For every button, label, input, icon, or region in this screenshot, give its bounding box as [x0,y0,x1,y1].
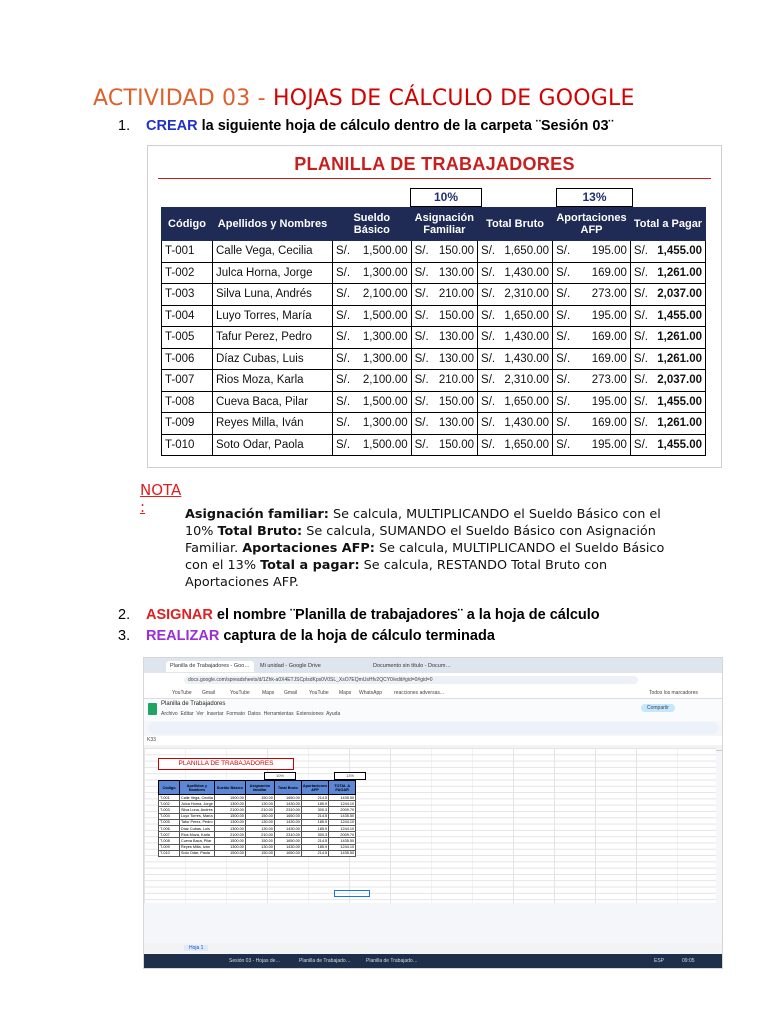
cell-currency: S/. [411,391,432,413]
table-row [162,391,706,413]
sheet-cell: 150.00 [245,813,274,819]
sheets-header [144,699,722,721]
sheet-cell: 1300.00 [214,844,245,850]
title-topic: HOJAS DE CÁLCULO DE GOOGLE [272,86,635,111]
sheet-cell: 1244.10 [329,844,356,850]
sheet-cell: 1244.10 [329,825,356,831]
cell-currency: S/. [553,348,574,370]
taskbar-lang: ESP [654,958,665,964]
table-row [162,262,706,284]
cell-nombre: Calle Vega, Cecilia [213,241,333,263]
doc-name: Planilla de Trabajadores [161,701,226,707]
sheet-cell: Cueva Baca, Pilar [180,838,215,844]
cell-sueldo: 1,300.00 [353,327,411,349]
cell-total-pagar: 2,037.00 [651,370,706,392]
sheet-cell: Luyo Torres, María [181,814,213,819]
bookmarks-bar [144,687,722,699]
table-row [162,327,706,349]
cell-asignacion: 210.00 [432,284,478,306]
cell-currency: S/. [478,370,499,392]
sheet-cell: 1435.50 [329,850,356,856]
sheet-cell: 214.5 [301,813,328,819]
browser-address-bar [144,673,722,687]
cell-asignacion: 150.00 [432,241,478,263]
instruction-number: 1. [118,118,131,134]
percent-asignacion: 10% [410,188,482,207]
sheets-toolbar [148,722,718,734]
sheet-cell: Soto Odar, Paola [180,850,215,856]
cell-currency: S/. [411,262,432,284]
cell-nombre: Díaz Cubas, Luis [213,348,333,370]
cell-codigo: T-004 [162,305,213,327]
cell-codigo: T-002 [162,262,213,284]
percent-afp: 13% [556,188,633,207]
sheet-cell: 214.5 [301,850,328,856]
sheet-cell: 150.00 [245,838,274,844]
cell-currency: S/. [333,262,354,284]
cell-currency: S/. [630,327,651,349]
sheets-logo-icon [148,703,157,715]
table-header-row [162,208,706,241]
nota-asignacion-label: Asignación familiar: [185,507,329,522]
cell-currency: S/. [411,305,432,327]
cell-codigo: T-008 [162,391,213,413]
cell-nombre: Luyo Torres, María [213,305,333,327]
col-total-bruto: Total Bruto [478,208,553,241]
cell-afp: 195.00 [573,434,630,456]
cell-sueldo: 1,300.00 [353,348,411,370]
cell-currency: S/. [333,327,354,349]
cell-currency: S/. [411,241,432,263]
sheet-cell: 1650.00 [274,795,301,801]
nota-bruto-label: Total Bruto: [217,524,303,539]
cell-currency: S/. [630,348,651,370]
instruction-number: 3. [118,628,131,644]
cell-currency: S/. [553,262,574,284]
cell-currency: S/. [630,434,651,456]
cell-nombre: Tafur Perez, Pedro [213,327,333,349]
sheet-cell: 1430.00 [274,825,301,831]
cell-currency: S/. [553,434,574,456]
instruction-text: captura de la hoja de cálculo terminada [219,628,495,644]
cell-afp: 169.00 [573,262,630,284]
cell-currency: S/. [333,413,354,435]
cell-nombre: Silva Luna, Andrés [213,284,333,306]
cell-currency: S/. [333,348,354,370]
cell-currency: S/. [411,348,432,370]
sheet-cell: 300.3 [301,807,328,813]
sheet-tab-bar [144,943,722,953]
planilla-title-rule [158,178,711,179]
sheet-cell: 185.9 [301,825,328,831]
cell-currency: S/. [553,370,574,392]
sheet-cell: 1430.00 [274,819,301,825]
menu-item: Archivo [161,711,178,717]
sheet-cell: T-004 [159,813,180,819]
instruction-3 [118,628,495,644]
bookmark: Gmail [202,690,216,696]
sheet-tab: Hoja 1 [184,945,208,951]
cell-codigo: T-006 [162,348,213,370]
sheet-cell: 300.3 [301,832,328,838]
sheet-cell: 1300.00 [214,819,245,825]
cell-afp: 169.00 [573,348,630,370]
nota-pagar-text: Se calcula, RESTANDO Total Bruto con Aportaciones AFP. [185,558,608,590]
cell-currency: S/. [630,370,651,392]
cell-asignacion: 130.00 [432,348,478,370]
cell-total-bruto: 1,650.00 [498,241,552,263]
cell-nombre: Cueva Baca, Pilar [213,391,333,413]
cell-codigo: T-009 [162,413,213,435]
sheet-cell: 1300.00 [214,825,245,831]
cell-currency: S/. [478,284,499,306]
sheet-cell: 130.00 [245,844,274,850]
cell-sueldo: 1,300.00 [353,413,411,435]
all-bookmarks: Todos los marcadores [649,690,698,696]
nota-pagar-label: Total a pagar: [260,558,360,573]
cell-asignacion: 130.00 [432,262,478,284]
cell-asignacion: 210.00 [432,370,478,392]
instruction-keyword: REALIZAR [146,628,220,644]
sheet-cell: 130.00 [245,801,274,807]
planilla-table [161,207,706,456]
cell-currency: S/. [553,241,574,263]
nota-asignacion-text: Se calcula, MULTIPLICANDO el Sueldo Básico con el 10% [185,507,661,539]
cell-currency: S/. [630,391,651,413]
cell-sueldo: 1,500.00 [353,305,411,327]
sheet-cell: 130.00 [245,819,274,825]
menu-item: Ver [196,711,204,717]
sheet-cell: T-008 [159,838,180,844]
cell-total-pagar: 1,455.00 [651,305,706,327]
cell-total-bruto: 1,430.00 [498,413,552,435]
sheet-cell: 1435.50 [329,795,356,801]
cell-nombre: Soto Odar, Paola [213,434,333,456]
sheet-cell: 150.00 [245,795,274,801]
cell-currency: S/. [478,241,499,263]
cell-asignacion: 130.00 [432,413,478,435]
cell-sueldo: 1,500.00 [353,434,411,456]
sheet-cell: 185.9 [301,844,328,850]
cell-currency: S/. [411,327,432,349]
planilla-image [147,145,722,468]
sheet-pct-afp: 13% [334,772,366,780]
menu-item: Datos [247,711,261,717]
cell-sueldo: 2,100.00 [353,370,411,392]
cell-currency: S/. [553,284,574,306]
cell-sueldo: 1,500.00 [353,241,411,263]
bookmark: reacciones adversas... [394,690,445,696]
cell-codigo: T-005 [162,327,213,349]
sheet-cell: 185.9 [301,819,328,825]
sheet-cell: 1650.00 [274,850,301,856]
table-row [162,305,706,327]
cell-currency: S/. [478,262,499,284]
table-row [162,348,706,370]
cell-nombre: Julca Horna, Jorge [213,262,333,284]
cell-currency: S/. [553,391,574,413]
cell-total-bruto: 1,430.00 [498,262,552,284]
bookmark: YouTube [309,690,329,696]
sheet-cell: 1244.10 [329,801,356,807]
sheet-cell: 1500.00 [214,795,245,801]
browser-tab: Mi unidad - Google Drive [260,663,321,669]
cell-sueldo: 2,100.00 [353,284,411,306]
col-total-pagar: Total a Pagar [630,208,705,241]
cell-currency: S/. [333,305,354,327]
sheet-cell: T-006 [159,825,180,831]
table-row [162,370,706,392]
cell-total-pagar: 1,261.00 [651,413,706,435]
menu-item: Formato [226,711,245,717]
cell-asignacion: 150.00 [432,305,478,327]
sheet-cell: 1435.50 [329,813,356,819]
cell-currency: S/. [630,284,651,306]
cell-total-pagar: 1,261.00 [651,262,706,284]
sheet-cell: 2310.00 [274,807,301,813]
sheet-cell: Julca Horna, Jorge [181,801,213,806]
cell-total-pagar: 1,455.00 [651,391,706,413]
instruction-keyword: ASIGNAR [146,607,213,623]
cell-sueldo: 1,500.00 [353,391,411,413]
sheet-cell: 1500.00 [214,850,245,856]
sheet-cell: T-002 [159,801,180,807]
sheet-header-row [159,781,356,795]
cell-asignacion: 130.00 [432,327,478,349]
nota-text [185,506,685,591]
sheet-cell: 2009.70 [329,832,356,838]
cell-afp: 169.00 [573,327,630,349]
sheet-cell: 210.00 [245,832,274,838]
sheet-cell: 210.00 [245,807,274,813]
sheet-cell: 1430.00 [274,801,301,807]
cell-total-bruto: 2,310.00 [498,370,552,392]
bookmark: Maps [339,690,352,696]
sheet-cell: 1430.00 [274,844,301,850]
cell-sueldo: 1,300.00 [353,262,411,284]
sheet-cell: Rios Moza, Karla [180,832,215,838]
sheet-cell: T-009 [159,844,180,850]
sheet-cell: T-001 [159,795,180,801]
sheet-header-cell: Total Bruto [274,781,301,795]
cell-currency: S/. [333,370,354,392]
cell-currency: S/. [478,413,499,435]
cell-codigo: T-010 [162,434,213,456]
sheet-cell: 1500.00 [214,813,245,819]
instruction-text: la siguiente hoja de cálculo dentro de la carpeta ¨Sesión 03¨ [197,118,614,134]
cell-total-pagar: 2,037.00 [651,284,706,306]
cell-currency: S/. [333,434,354,456]
cell-currency: S/. [411,434,432,456]
taskbar-clock: 09:05 [682,958,695,964]
sheet-cell: T-005 [159,819,180,825]
cell-currency: S/. [478,434,499,456]
sheet-title-cell: PLANILLA DE TRABAJADORES [158,758,294,770]
sheet-header-cell: Sueldo Básico [214,781,245,795]
sheet-cell: 2100.00 [214,807,245,813]
table-row [162,434,706,456]
browser-tab: Documento sin título - Docum… [373,663,451,669]
sheet-mini-table [158,780,356,857]
menu-item: Extensiones [296,711,324,717]
sheet-row [159,850,356,856]
sheet-cell: 1650.00 [274,838,301,844]
sheet-cell: 2100.00 [214,832,245,838]
nota-colon: : [140,498,146,516]
sheet-cell: 2009.70 [329,807,356,813]
menu-bar [161,711,340,717]
sheet-header-cell: Asignación familiar [245,781,274,795]
taskbar-item: Sesión 03 - Hojas de… [229,958,281,964]
cell-total-pagar: 1,261.00 [651,348,706,370]
sheet-cell: 1244.10 [329,819,356,825]
nota-bruto-text: Se calcula, SUMANDO el Sueldo Básico con Asignación Familiar. [185,524,656,556]
cell-total-bruto: 1,650.00 [498,391,552,413]
sheet-cell: 1650.00 [274,813,301,819]
taskbar-item: Planilla de Trabajado… [366,958,418,964]
planilla-title: PLANILLA DE TRABAJADORES [294,154,575,174]
title-activity: ACTIVIDAD 03 - [93,86,273,111]
cell-currency: S/. [553,327,574,349]
cell-currency: S/. [630,262,651,284]
sheet-cell: 214.5 [301,795,328,801]
cell-afp: 195.00 [573,305,630,327]
col-asignacion: Asignación Familiar [411,208,477,241]
table-row [162,241,706,263]
sheet-cell: T-003 [159,807,180,813]
sheet-cell: 2310.00 [274,832,301,838]
cell-codigo: T-007 [162,370,213,392]
cell-currency: S/. [411,284,432,306]
nota-afp-text: Se calcula, MULTIPLICANDO el Sueldo Básico con el 13% [185,541,665,573]
cell-afp: 273.00 [573,370,630,392]
page-title [93,86,635,111]
sheet-cell: 214.5 [301,838,328,844]
instruction-number: 2. [118,607,131,623]
taskbar-item: Planilla de Trabajado… [299,958,351,964]
cell-asignacion: 150.00 [432,434,478,456]
instruction-2 [118,607,600,623]
cell-codigo: T-003 [162,284,213,306]
cell-currency: S/. [478,305,499,327]
col-afp: Aportaciones AFP [553,208,631,241]
menu-item: Herramientas [263,711,294,717]
cell-currency: S/. [630,413,651,435]
sheets-screenshot [143,657,723,969]
cell-afp: 195.00 [573,241,630,263]
cell-afp: 273.00 [573,284,630,306]
cell-codigo: T-001 [162,241,213,263]
cell-currency: S/. [630,241,651,263]
sheet-header-cell: TOTAL A PAGAR [329,781,356,795]
cell-currency: S/. [478,327,499,349]
cell-currency: S/. [553,413,574,435]
cell-reference: K33 [147,737,156,743]
cell-currency: S/. [553,305,574,327]
sheet-header-cell: Código [159,781,180,795]
menu-item: Ayuda [326,711,341,717]
selected-cell [334,890,370,897]
cell-currency: S/. [630,305,651,327]
cell-currency: S/. [333,284,354,306]
cell-currency: S/. [411,413,432,435]
browser-tab: Planilla de Trabajadores - Goo… [166,661,254,672]
cell-nombre: Rios Moza, Karla [213,370,333,392]
cell-currency: S/. [333,241,354,263]
cell-total-bruto: 1,430.00 [498,327,552,349]
windows-taskbar [144,954,722,968]
table-row [162,413,706,435]
sheet-cell: 1300.00 [214,801,245,807]
cell-total-pagar: 1,455.00 [651,434,706,456]
menu-item: Insertar [206,711,224,717]
sheet-cell: 1435.50 [329,838,356,844]
sheet-cell: 185.9 [301,801,328,807]
cell-asignacion: 150.00 [432,391,478,413]
cell-currency: S/. [411,370,432,392]
cell-total-pagar: 1,455.00 [651,241,706,263]
sheet-cell: T-010 [159,850,180,856]
instruction-keyword: CREAR [146,118,198,134]
cell-total-pagar: 1,261.00 [651,327,706,349]
sheet-header-cell: Apellidos y Nombres [180,781,215,795]
instruction-text: el nombre ¨Planilla de trabajadores¨ a la hoja de cálculo [212,607,600,623]
sheet-cell: T-007 [159,832,180,838]
sheet-cell: 1500.00 [214,838,245,844]
bookmark: YouTube [172,690,192,696]
col-nombres: Apellidos y Nombres [213,208,333,241]
cell-afp: 195.00 [573,391,630,413]
nota-word: NOTA [140,481,182,499]
formula-bar [144,736,722,745]
sheet-cell: Calle Vega, Cecilia [181,795,213,800]
cell-total-bruto: 2,310.00 [498,284,552,306]
bookmark: Maps [262,690,275,696]
sheet-cell: Silva Luna, Andrés [181,807,213,812]
sheet-pct-asig: 10% [264,772,296,780]
cell-currency: S/. [478,348,499,370]
cell-total-bruto: 1,430.00 [498,348,552,370]
nota-afp-label: Aportaciones AFP: [242,541,375,556]
instruction-1 [118,118,613,134]
cell-total-bruto: 1,650.00 [498,305,552,327]
bookmark: Gmail [284,690,298,696]
col-codigo: Código [162,208,213,241]
browser-tab-strip [144,658,722,673]
sheet-header-cell: Aportaciones AFP [301,781,328,795]
bookmark: YouTube [230,690,250,696]
sheet-cell: 130.00 [245,825,274,831]
table-row [162,284,706,306]
bookmark: WhatsApp [359,690,383,696]
sheet-cell: Díaz Cubas, Luis [180,825,215,831]
cell-currency: S/. [478,391,499,413]
cell-total-bruto: 1,650.00 [498,434,552,456]
col-sueldo: Sueldo Básico [333,208,412,241]
sheet-cell: Tafur Perez, Pedro [181,820,213,825]
cell-nombre: Reyes Milla, Iván [213,413,333,435]
sheet-cell: Reyes Milla, Iván [180,844,215,850]
nota-label [140,482,181,516]
menu-item: Editar [180,711,194,717]
cell-afp: 169.00 [573,413,630,435]
share-button: Compartir [641,704,675,712]
cell-currency: S/. [333,391,354,413]
url-field: docs.google.com/spreadsheets/d/1Zhk-a0X4ETJSCpIsdKps0V0SL_XsO7EQmUsHfv2QCY0/edit#gid=0#gid=0 [184,676,638,684]
sheet-cell: 150.00 [245,850,274,856]
